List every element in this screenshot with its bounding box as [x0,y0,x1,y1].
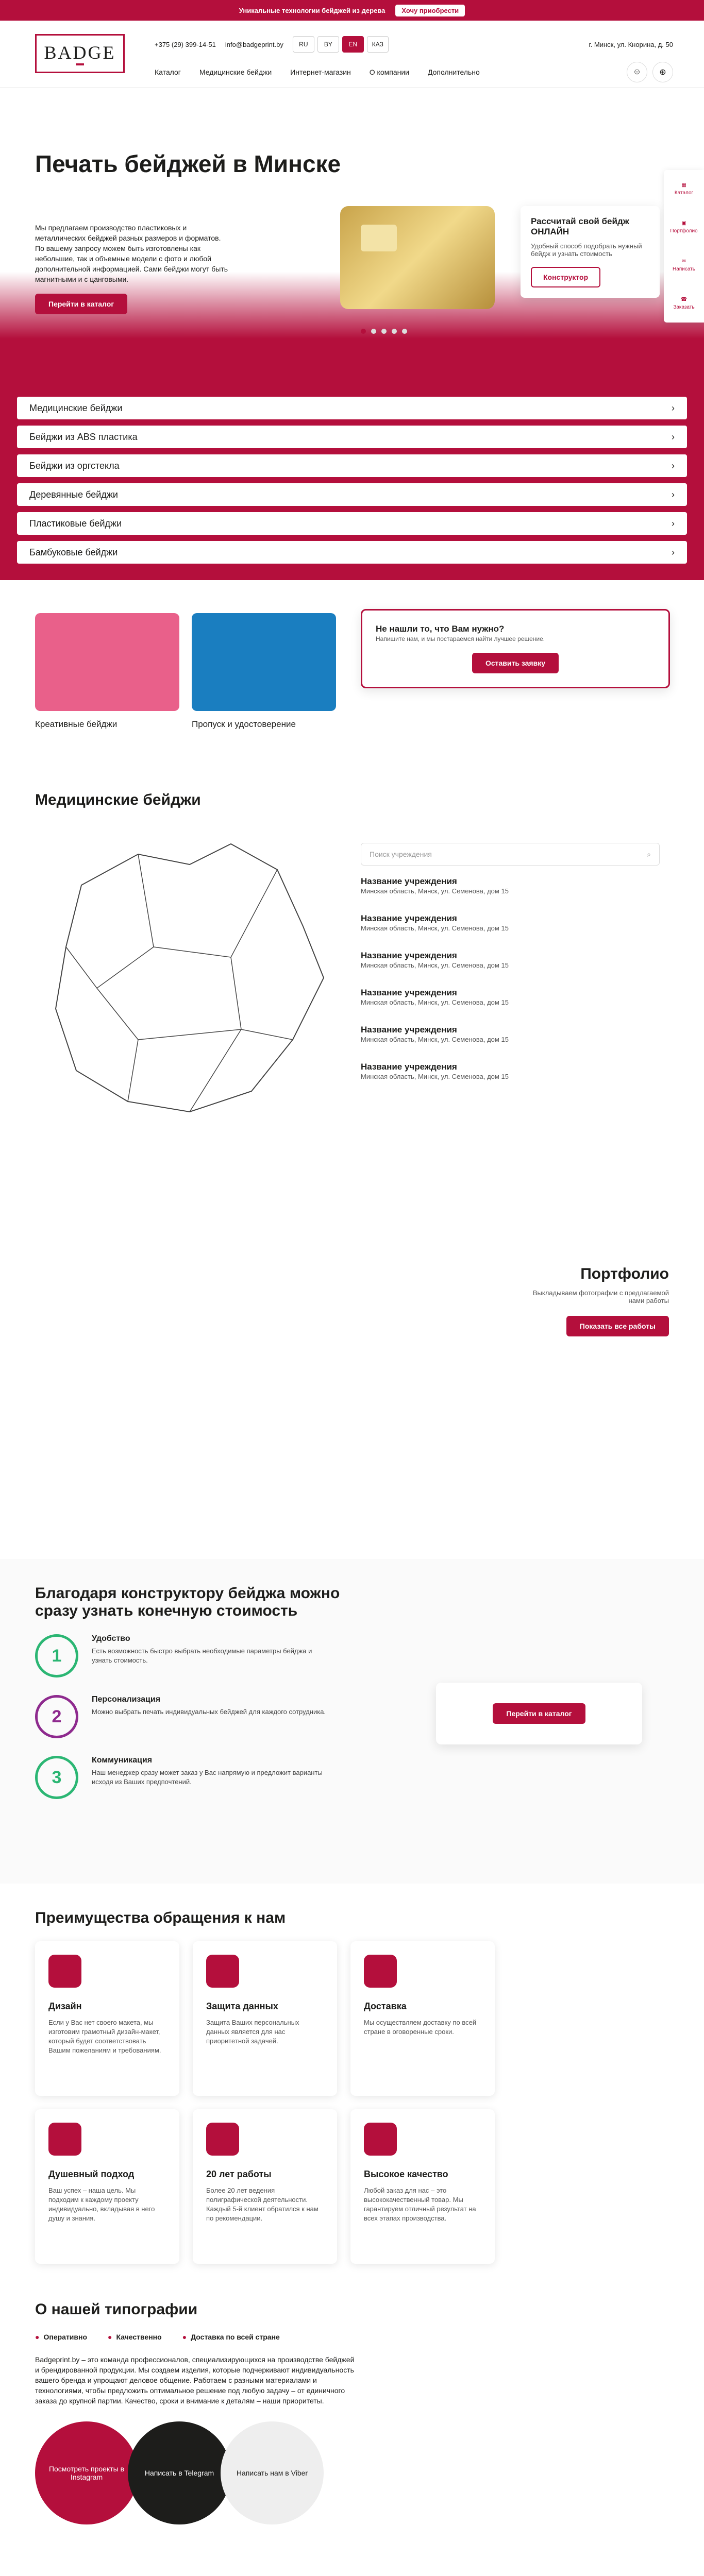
advantage-title: 20 лет работы [206,2169,272,2179]
nav-shop[interactable]: Интернет-магазин [290,68,351,76]
nav-medical[interactable]: Медицинские бейджи [199,68,272,76]
institution-name: Название учреждения [361,988,457,997]
notfound-title: Не нашли то, что Вам нужно? [376,624,505,634]
advantage-icon [364,1955,397,1988]
portfolio-title: Портфолио [580,1265,669,1282]
adv-spacer [508,1941,652,2096]
about-text: Badgeprint.by – это команда профессионалов, специализирующихся на производстве бейджей и брендированной продукции. Мы создаем изделия, которые подчеркивают индивидуальность вашего бренда и упрощают деловое общение. Работаем с разными материалами и технологиями, чтобы предложить оптимальное решение под любую задачу – от единичного заказа до крупной партии. Качество, сроки и внимание к деталям – наши приоритеты. [35,2355,355,2405]
step-body [92,1756,329,1787]
logo-sub [76,63,84,65]
step-text: Есть возможность быстро выбрать необходимые параметры бейджа и узнать стоимость. [92,1647,312,1664]
portfolio-section [0,1209,704,1559]
tag: ● Доставка по всей стране [182,2333,280,2341]
not-found-box [361,609,670,688]
step-body [92,1634,329,1665]
advantage-text: Мы осуществляем доставку по всей стране в оговоренные сроки. [364,2019,477,2036]
slider-dots [361,329,407,334]
tile-creative[interactable] [35,613,179,771]
lang-by[interactable]: BY [317,36,339,53]
category-label: Бамбуковые бейджи [29,547,118,557]
institution-address: Минская область, Минск, ул. Семенова, дом 15 [361,1073,509,1080]
slider-dot[interactable] [381,329,387,334]
category-label: Деревянные бейджи [29,489,118,500]
grid-icon: ▦ [681,182,686,188]
map-title: Медицинские бейджи [35,791,201,808]
advantage-text: Защита Ваших персональных данных является для нас приоритетной задачей. [206,2019,299,2045]
advantage-title: Дизайн [48,2001,82,2011]
logo[interactable]: BADGE [35,34,125,73]
nav-more[interactable]: Дополнительно [428,68,480,76]
social-circle[interactable] [35,2421,138,2524]
institution-address: Минская область, Минск, ул. Семенова, дом 15 [361,998,509,1006]
institution-search[interactable]: Поиск учреждения ⌕ [361,843,660,866]
builder-catalog-button[interactable]: Перейти в каталог [493,1703,585,1724]
map-section [0,771,704,1209]
notfound-text: Напишите нам, и мы постараемся найти лучшее решение. [376,635,545,642]
institution-item[interactable] [361,1062,660,1099]
advantage-text: Более 20 лет ведения полиграфической деятельности. Каждый 5-й клиент обратился к нам по рекомендации. [206,2187,319,2222]
hero-title: Печать бейджей в Минске [35,150,341,177]
nav-catalog[interactable]: Каталог [155,68,181,76]
phone-icon: ☎ [680,297,688,302]
portfolio-text: Выкладываем фотографии с предлагаемой нами работы [532,1289,669,1304]
step-body [92,1695,329,1717]
advantage-icon [206,2123,239,2156]
builder-title: Благодаря конструктору бейджа можно сразу узнать конечную стоимость [35,1585,340,1619]
chevron-right-icon: › [672,518,675,529]
institution-name: Название учреждения [361,951,457,960]
tile-label: Пропуск и удостоверение [192,719,296,729]
builder-section [0,1559,704,1884]
about-section [0,2301,704,2576]
side-portfolio[interactable]: ▣ Портфолио [670,221,698,234]
chevron-right-icon: › [672,402,675,413]
institution-name: Название учреждения [361,1062,457,1072]
social-circle[interactable] [128,2421,231,2524]
tile-pass[interactable] [192,613,336,771]
category-row[interactable] [17,483,687,506]
category-row[interactable] [17,512,687,535]
step-text: Можно выбрать печать индивидуальных бейджей для каждого сотрудника. [92,1708,326,1716]
advantage-icon [206,1955,239,1988]
step-text: Наш менеджер сразу может заказ у Вас напрямую и предложит варианты исходя из Ваших предпочтений. [92,1769,323,1786]
builder-step [35,1634,669,1677]
advantage-card [35,1941,179,2096]
category-row[interactable] [17,397,687,419]
slider-dot[interactable] [392,329,397,334]
chat-icon: ✉ [681,259,686,264]
institution-item[interactable] [361,913,660,951]
top-promo-bar [0,0,704,21]
step-title: Персонализация [92,1695,161,1704]
side-write[interactable]: ✉ Написать [673,259,695,272]
institution-name: Название учреждения [361,1025,457,1035]
institution-item[interactable] [361,876,660,913]
advantage-text: Если у Вас нет своего макета, мы изготовим грамотный дизайн-макет, который будет соответствовать Вашим пожеланиям и требованиям. [48,2019,161,2054]
category-label: Медицинские бейджи [29,402,123,413]
tile-image [192,613,336,711]
tag: ● Качественно [108,2333,162,2341]
institution-address: Минская область, Минск, ул. Семенова, дом 15 [361,1036,509,1043]
advantage-icon [48,1955,81,1988]
about-title: О нашей типографии [35,2301,198,2318]
advantage-text: Ваш успех – наша цель. Мы подходим к каждому проекту индивидуально, вкладывая в него душу и знания. [48,2187,155,2222]
promo-text: Уникальные технологии бейджей из дерева [239,6,385,14]
hero-catalog-button[interactable]: Перейти в каталог [35,294,127,314]
advantage-card [35,2109,179,2264]
category-label: Пластиковые бейджи [29,518,122,529]
step-number: 3 [35,1756,78,1799]
side-order[interactable]: ☎ Заказать [673,297,695,310]
step-title: Удобство [92,1634,130,1643]
main-nav [155,62,673,82]
tag: ● Оперативно [35,2333,87,2341]
advantage-card [193,2109,337,2264]
advantage-text: Любой заказ для нас – это высококачественный товар. Мы гарантируем отличный результат на всех этапах производства. [364,2187,476,2222]
advantage-icon [364,2123,397,2156]
image-icon: ▣ [681,221,686,226]
step-title: Коммуникация [92,1756,153,1765]
category-row[interactable] [17,426,687,448]
promo-text: Удобный способ подобрать нужный бейдж и узнать стоимость [531,242,642,258]
advantages-section [0,1884,704,2301]
constructor-button[interactable]: Конструктор [531,267,600,287]
lang-ru[interactable]: RU [293,36,314,53]
gold-badge-image [340,206,495,309]
builder-step [35,1756,669,1799]
promo-card [521,206,660,298]
advantage-card [350,1941,495,2096]
institution-item[interactable] [361,988,660,1025]
header-contacts [155,36,673,53]
show-all-button[interactable]: Показать все работы [566,1316,669,1336]
advantage-title: Доставка [364,2001,407,2011]
belarus-map[interactable] [35,823,344,1143]
advantage-icon [48,2123,81,2156]
advantage-title: Высокое качество [364,2169,448,2179]
institution-address: Минская область, Минск, ул. Семенова, дом 15 [361,961,509,969]
advantage-card [350,2109,495,2264]
institution-address: Минская область, Минск, ул. Семенова, дом 15 [361,887,509,895]
slider-dot[interactable] [361,329,366,334]
institution-name: Название учреждения [361,913,457,923]
step-number: 1 [35,1634,78,1677]
social-label: Написать в Telegram [144,2469,214,2477]
chevron-right-icon: › [672,489,675,500]
tile-label: Креативные бейджи [35,719,118,729]
header [0,21,704,88]
tiles-section [0,580,704,771]
social-circle[interactable] [221,2421,324,2524]
hero-text: Мы предлагаем производство пластиковых и металлических бейджей разных размеров и форматов. По вашему запросу можем быть изготовлены как небольшие, так и объемные модели с фото и любой дополнительной информацией. Сами бейджи могут быть магнитными и с цанговыми. [35,224,228,283]
adv-title: Преимущества обращения к нам [35,1909,286,1926]
category-label: Бейджи из ABS пластика [29,431,138,442]
lang-kaz[interactable]: КАЗ [367,36,389,53]
slider-dot[interactable] [402,329,407,334]
cart-icon[interactable]: ⊕ [652,62,673,82]
lang-en[interactable]: EN [342,36,364,53]
category-list [0,386,704,580]
tile-image [35,613,179,711]
advantage-title: Душевный подход [48,2169,135,2179]
social-label: Написать нам в Viber [236,2469,308,2477]
category-row[interactable] [17,454,687,477]
promo-button[interactable]: Хочу приобрести [395,5,465,16]
step-number: 2 [35,1695,78,1738]
chevron-right-icon: › [672,460,675,471]
user-icon[interactable]: ☺ [627,62,647,82]
side-panel [664,170,704,323]
leave-request-button[interactable]: Оставить заявку [472,653,559,673]
chip [361,225,397,251]
chevron-right-icon: › [672,431,675,442]
builder-panel [436,1683,642,1744]
chevron-right-icon: › [672,547,675,557]
search-icon: ⌕ [647,850,651,858]
institution-item[interactable] [361,1025,660,1062]
side-catalog[interactable]: ▦ Каталог [674,182,694,196]
phone-link[interactable]: +375 (29) 399-14-51 [155,40,216,48]
nav-about[interactable]: О компании [369,68,409,76]
institution-item[interactable] [361,951,660,988]
email-link[interactable]: info@badgeprint.by [225,40,283,48]
advantage-title: Защита данных [206,2001,278,2011]
hero [0,88,704,422]
category-row[interactable] [17,541,687,564]
advantage-card [193,1941,337,2096]
address-text: г. Минск, ул. Кнорина, д. 50 [589,40,673,48]
slider-dot[interactable] [371,329,376,334]
category-label: Бейджи из оргстекла [29,460,120,471]
institution-name: Название учреждения [361,876,457,886]
social-label: Посмотреть проекты в Instagram [48,2465,125,2481]
promo-title: Рассчитай свой бейдж ОНЛАЙН [531,216,629,236]
institution-address: Минская область, Минск, ул. Семенова, дом 15 [361,924,509,932]
